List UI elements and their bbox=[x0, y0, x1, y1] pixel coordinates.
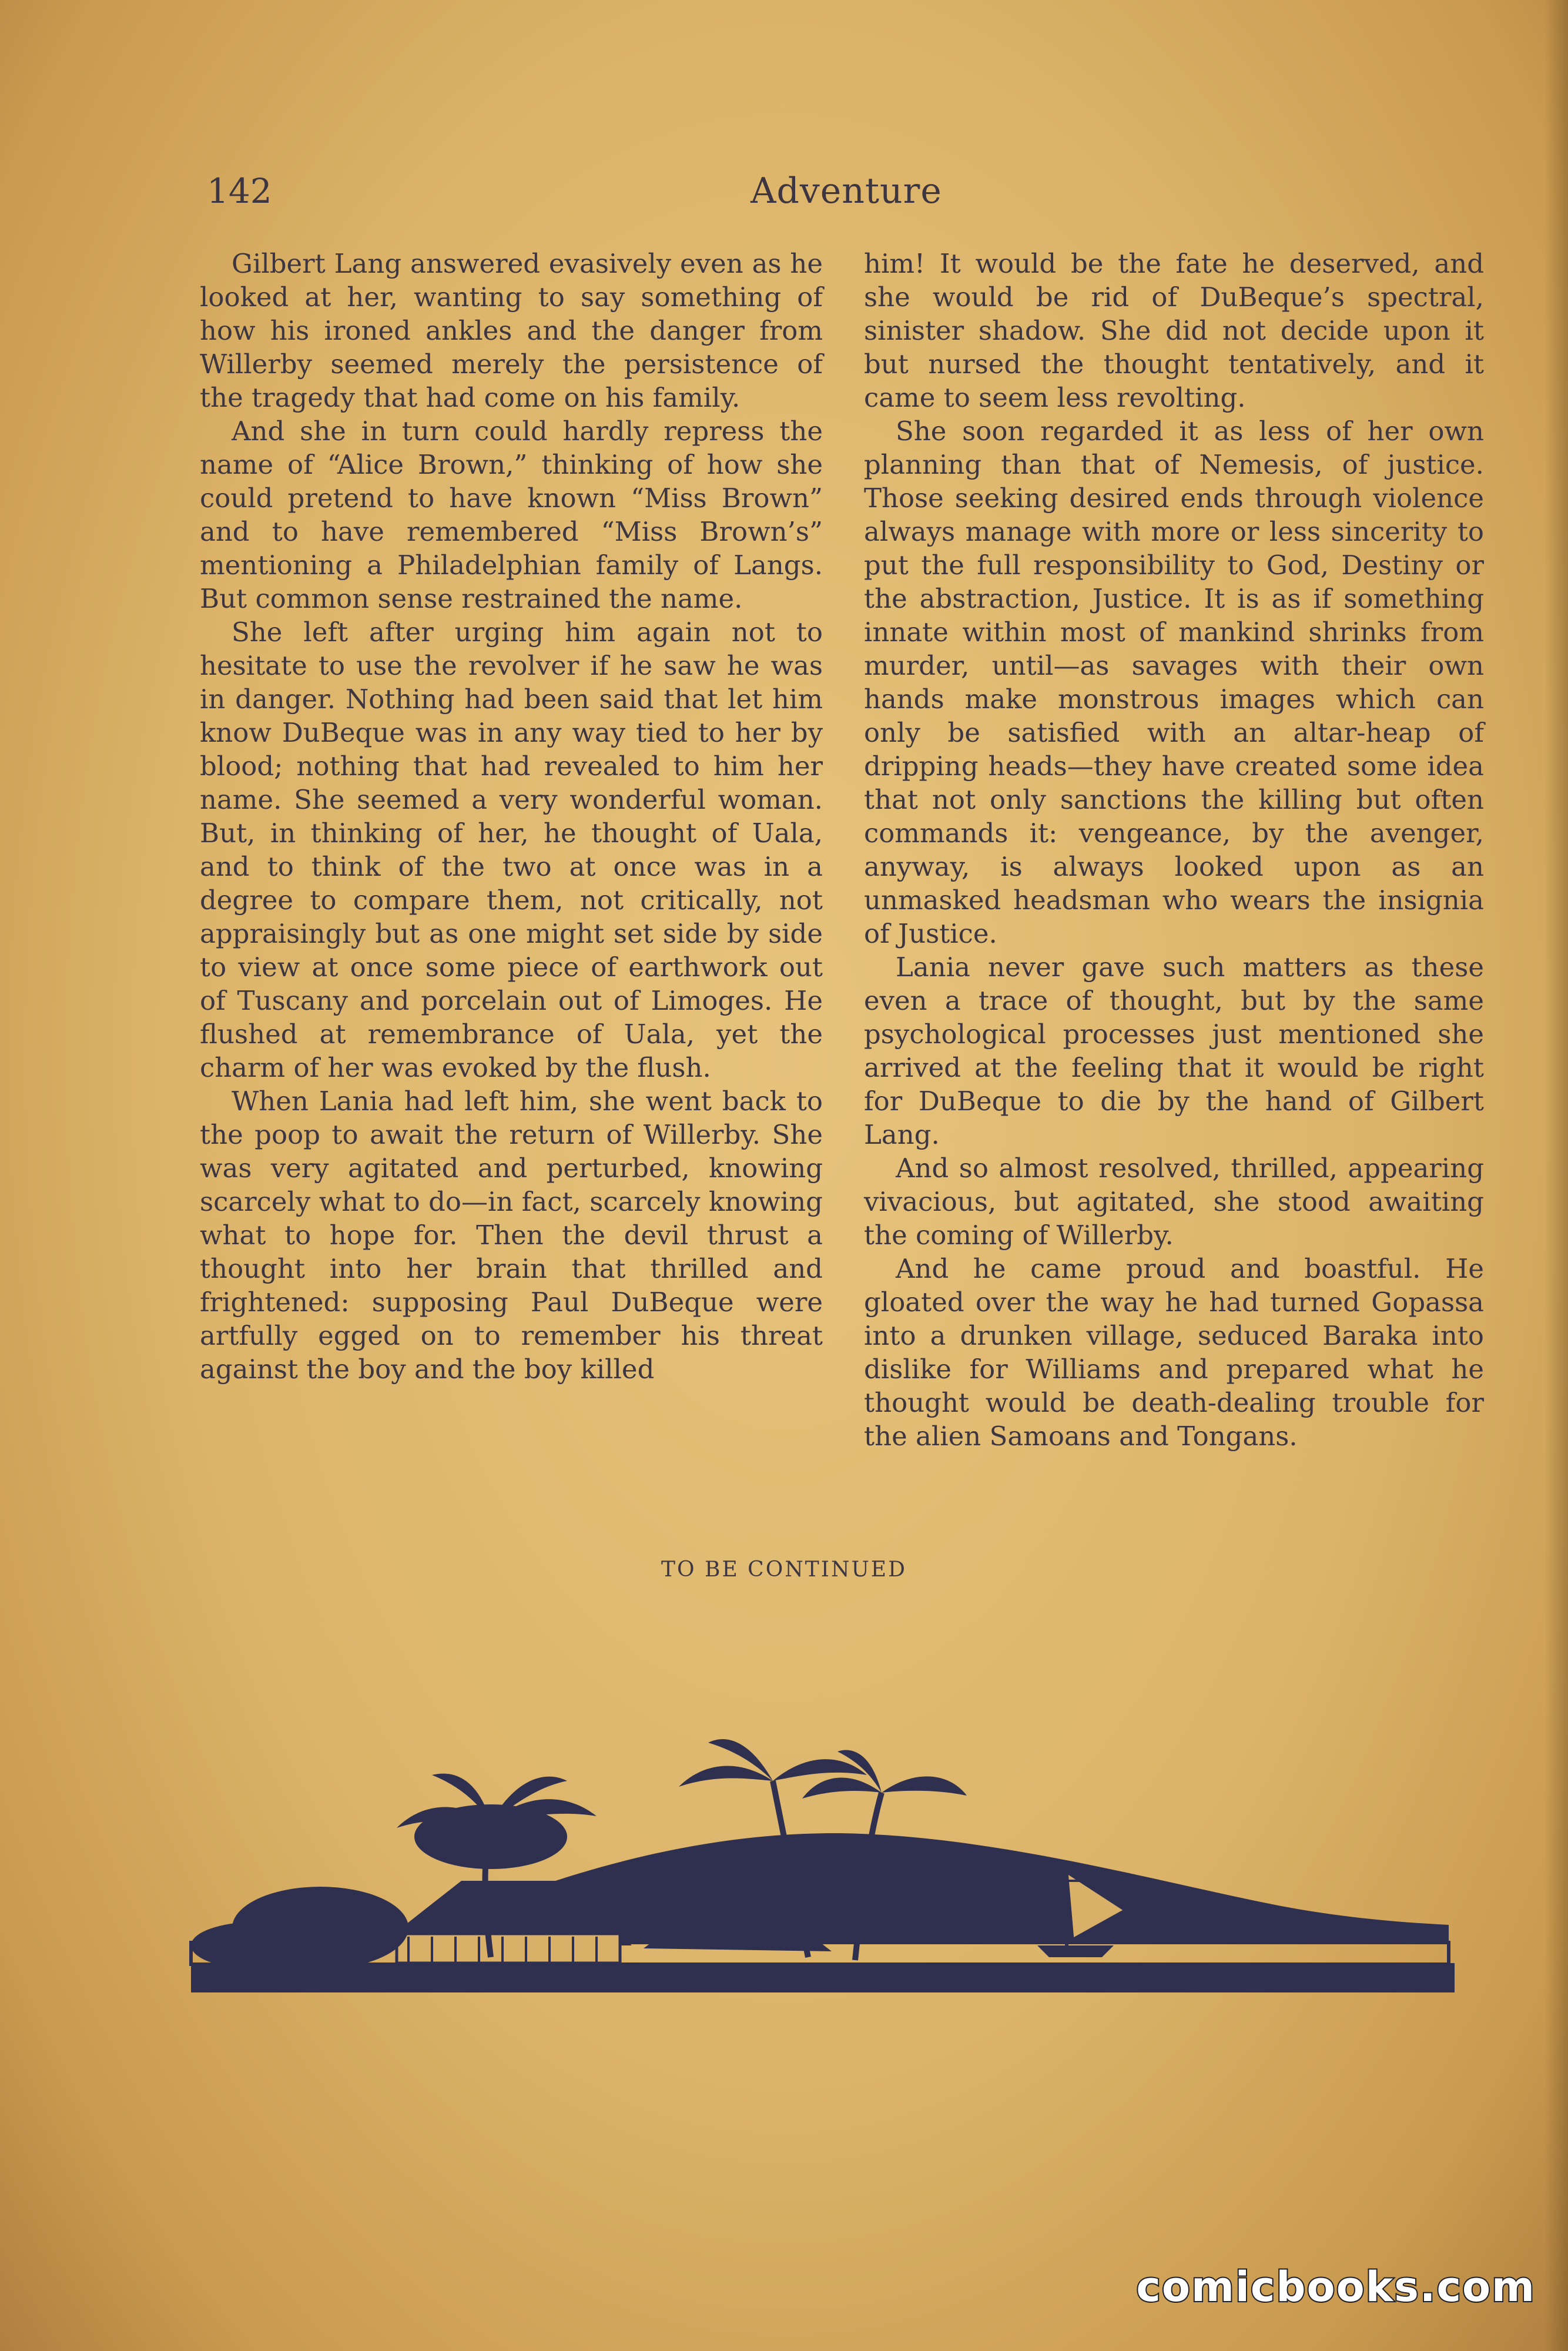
ground-band bbox=[191, 1963, 1455, 1992]
running-title: Adventure bbox=[751, 170, 942, 212]
paragraph: Gilbert Lang answered evasively even as he looked at her, wanting to say something of how his ironed ankles and the danger from Willerby seemed merely the persistence of the tragedy that had come on his family. bbox=[200, 248, 823, 413]
paragraph: Lania never gave such matters as these even a trace of thought, but by the same psychological processes just mentioned she arrived at the feeling that it would be right for DuBeque to die by the hand of Gilbert Lang. bbox=[864, 952, 1484, 1150]
left-column bbox=[200, 247, 823, 1386]
paragraph: She soon regarded it as less of her own planning than that of Nemesis, of justice. Those seeking desired ends through violence always manage with more or less sincerity to put the full responsibility to God, Destiny or the abstraction, Justice. It is as if something innate within most of mankind shrinks from murder, until—as savages with their own hands make monstrous images which can only be satisfied with an altar-heap of dripping heads—they have created some idea that not only sanctions the killing but often commands it: vengeance, by the avenger, anyway, is always looked upon as an unmasked headsman who wears the insignia of Justice. bbox=[864, 416, 1484, 949]
paragraph: And he came proud and boastful. He gloated over the way he had turned Gopassa into a drunken village, seduced Baraka into dislike for Williams and prepared what he thought would be death-dealing trouble for the alien Samoans and Tongans. bbox=[864, 1253, 1484, 1452]
paragraph: And she in turn could hardly repress the name of “Alice Brown,” thinking of how she could pretend to have known “Miss Brown” and to have remembered “Miss Brown’s” mentioning a Philadelphian family of Langs. But common sense restrained the name. bbox=[200, 416, 823, 614]
tropical-island-illustration bbox=[185, 1734, 1466, 1998]
right-column bbox=[864, 247, 1484, 1453]
watermark: comicbooks.com bbox=[1136, 2263, 1536, 2311]
page-header bbox=[200, 168, 1493, 220]
page-edge-shadow bbox=[1544, 0, 1568, 2351]
paragraph: When Lania had left him, she went back to the poop to await the return of Willerby. She was very agitated and perturbed, knowing scarcely what to do—in fact, scarcely knowing what to hope for. Then the devil thrust a thought into her brain that thrilled and frightened: supposing Paul DuBeque were artfully egged on to remember his threat against the boy and the boy killed bbox=[200, 1086, 823, 1385]
page-number: 142 bbox=[207, 171, 272, 211]
paragraph: And so almost resolved, thrilled, appearing vivacious, but agitated, she stood awaiting the coming of Willerby. bbox=[864, 1153, 1484, 1251]
hut-wall bbox=[397, 1934, 620, 1963]
bush bbox=[191, 1922, 320, 1969]
paragraph-continuation: him! It would be the fate he deserved, and she would be rid of DuBeque’s spectral, sinister shadow. She did not decide upon it but nursed the thought tentatively, and it came to seem less revolting. bbox=[864, 248, 1484, 413]
to-be-continued: TO BE CONTINUED bbox=[661, 1558, 907, 1582]
paragraph: She left after urging him again not to hesitate to use the revolver if he saw he was in danger. Nothing had been said that let him know DuBeque was in any way tied to her by blood; nothing that had revealed to him her name. She seemed a very wonderful woman. But, in thinking of her, he thought of Uala, and to think of the two at once was in a degree to compare them, not critically, not appraisingly but as one might set side by side to view at once some piece of earthwork out of Tuscany and porcelain out of Limoges. He flushed at remembrance of Uala, yet the charm of her was evoked by the flush. bbox=[200, 617, 823, 1083]
